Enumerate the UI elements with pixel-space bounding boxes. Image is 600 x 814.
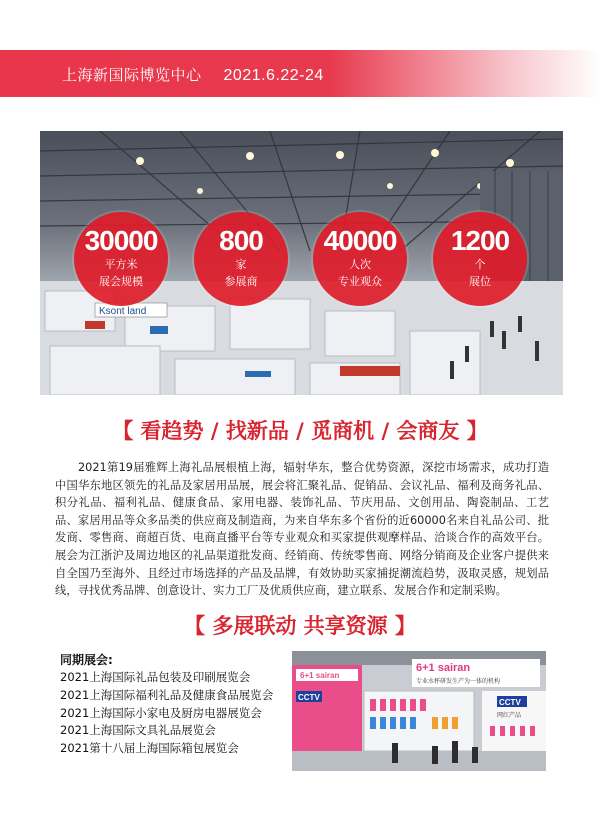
intro-text: 2021第19届雅辉上海礼品展根植上海，辐射华东，整合优势资源，深挖市场需求，成功打造中国华东地区领先的礼品及家居用品展，展会将汇聚礼品、促销品、会议礼品、福利及商务礼品、积分礼品、福利礼品、健康食品、家用电器、装饰礼品、节庆用品、文创用品、陶瓷制品、工艺品、家居用品等众多品类的供应商及制造商，为来自华东多个省份的近60000名来自礼品公司、批发商、零售商、商超百货、电商直播平台等专业观众和买家提供观摩样品、洽谈合作的高效平台。展会为江浙沪及周边地区的礼品渠道批发商、经销商、传统零售商、网络分销商及企业客户提供来自全国乃至海外、且经过市场选择的产品及品牌，有效协助买家捕捉潮流趋势，汲取灵感，规划品线，寻找优秀品牌、创意设计、实力工厂及优质供应商，建立联系、发展合作和定制采购。 <box>55 461 549 598</box>
intro-paragraph <box>55 459 549 600</box>
booth-brand: 6+1 sairan <box>416 662 471 674</box>
stat-number: 1200 <box>450 225 510 256</box>
booth-brand-small: 6+1 sairan <box>300 671 340 680</box>
list-item: 2021上海国际文具礼品展览会 <box>60 723 216 738</box>
stat-number: 40000 <box>323 225 397 256</box>
concurrent-shows-list <box>60 669 273 758</box>
stat-number: 30000 <box>84 225 158 256</box>
multi-show-heading: 【 多展联动 共享资源 】 <box>184 614 416 638</box>
stat-visitors <box>313 212 407 306</box>
booth-tagline: 专业水杯研发生产为一体的机构 <box>416 678 501 685</box>
venue-name: 上海新国际博览中心 <box>62 66 202 84</box>
stat-booths <box>433 212 527 306</box>
header-banner <box>0 50 600 97</box>
stat-label: 参展商 <box>224 275 258 288</box>
banner-text <box>62 64 324 85</box>
booth-photo <box>292 651 546 771</box>
booth-illustration <box>292 651 546 771</box>
booth-cctv-left: CCTV <box>298 693 320 702</box>
stat-number: 800 <box>219 225 263 256</box>
stat-exhibitors <box>194 212 288 306</box>
hall-sign: Ksont land <box>99 306 147 317</box>
list-item: 2021上海国际礼品包装及印刷展览会 <box>60 670 251 684</box>
stat-label: 展位 <box>469 275 491 288</box>
stat-label: 展会规模 <box>99 275 143 288</box>
stat-unit: 个 <box>474 258 486 271</box>
event-date: 2021.6.22-24 <box>223 67 324 84</box>
list-item: 2021第十八届上海国际箱包展览会 <box>60 741 239 756</box>
slogan-heading: 【 看趋势 / 找新品 / 觅商机 / 会商友 】 <box>112 419 488 443</box>
stat-unit: 家 <box>235 258 247 271</box>
stat-unit: 人次 <box>349 258 371 271</box>
stat-unit: 平方米 <box>104 258 138 271</box>
stat-label: 专业观众 <box>338 275 382 288</box>
list-item: 2021上海国际福利礼品及健康食品展览会 <box>60 687 274 702</box>
stat-exhibition-area <box>74 212 168 306</box>
booth-cctv-right: CCTV <box>499 698 521 707</box>
concurrent-shows-title: 同期展会: <box>60 653 113 667</box>
list-item: 2021上海国际小家电及厨房电器展览会 <box>60 705 262 720</box>
booth-cctv-sub: 网红产品 <box>497 712 522 719</box>
